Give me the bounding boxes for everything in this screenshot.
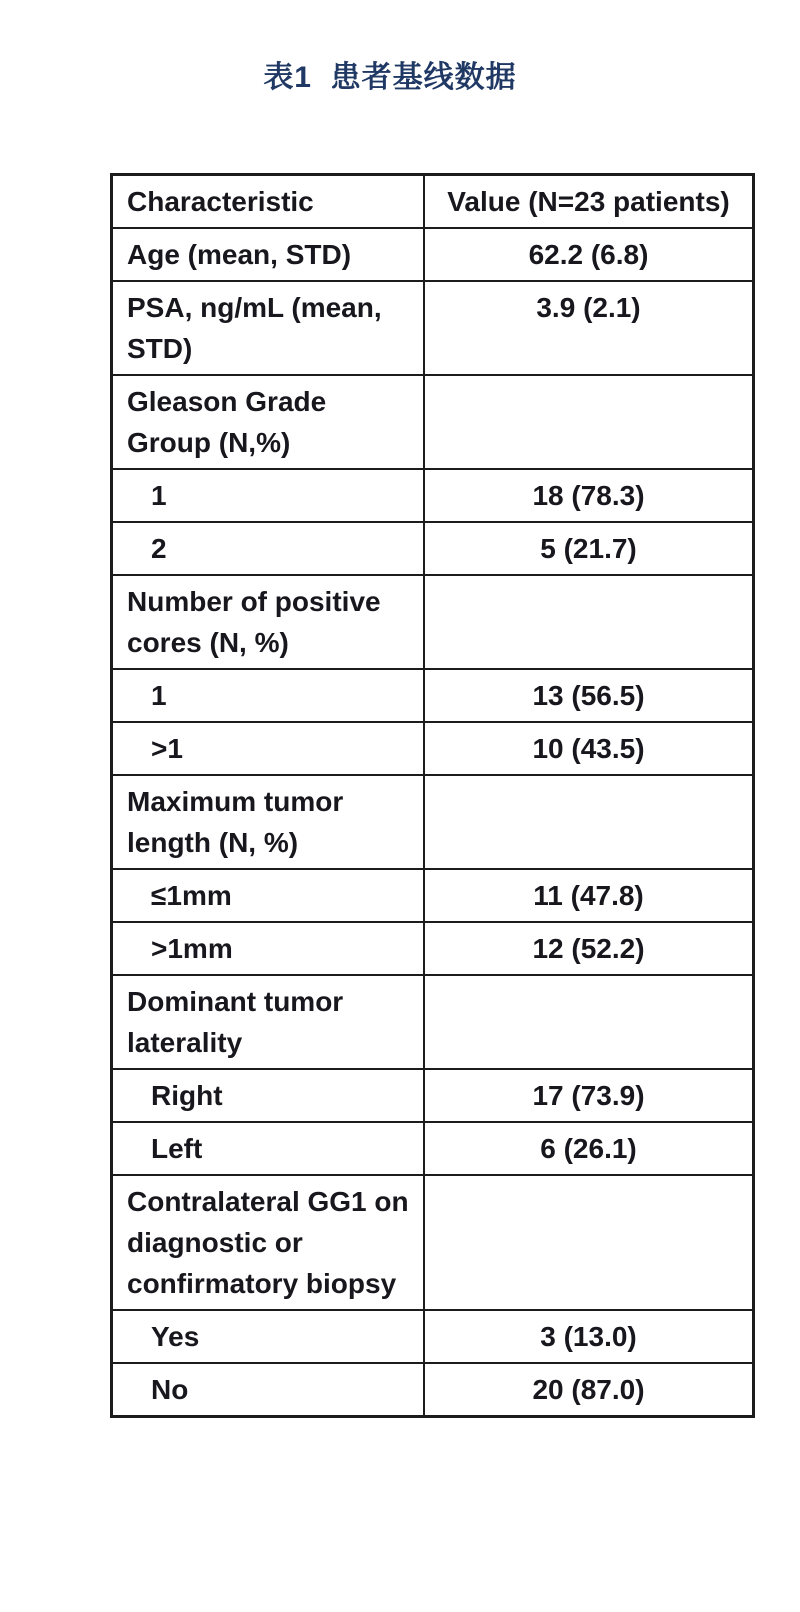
row-label: Gleason Grade Group (N,%) bbox=[112, 375, 425, 469]
row-label: PSA, ng/mL (mean, STD) bbox=[112, 281, 425, 375]
row-label: No bbox=[112, 1363, 425, 1417]
baseline-characteristics-table bbox=[110, 173, 755, 1418]
row-value bbox=[424, 1175, 754, 1310]
row-value: 3 (13.0) bbox=[424, 1310, 754, 1363]
row-value: 20 (87.0) bbox=[424, 1363, 754, 1417]
table-body bbox=[112, 228, 754, 1417]
row-value: 62.2 (6.8) bbox=[424, 228, 754, 281]
table-row bbox=[112, 375, 754, 469]
table-row bbox=[112, 722, 754, 775]
table-row bbox=[112, 1175, 754, 1310]
row-value: 12 (52.2) bbox=[424, 922, 754, 975]
table-row bbox=[112, 1122, 754, 1175]
row-value: 18 (78.3) bbox=[424, 469, 754, 522]
table-header bbox=[112, 175, 754, 229]
row-label: 1 bbox=[112, 469, 425, 522]
row-label: Maximum tumor length (N, %) bbox=[112, 775, 425, 869]
table-row bbox=[112, 228, 754, 281]
row-value bbox=[424, 575, 754, 669]
row-value: 5 (21.7) bbox=[424, 522, 754, 575]
row-label: Left bbox=[112, 1122, 425, 1175]
row-label: Yes bbox=[112, 1310, 425, 1363]
page-title: 表1 患者基线数据 bbox=[263, 61, 517, 94]
row-label: Right bbox=[112, 1069, 425, 1122]
table-row bbox=[112, 575, 754, 669]
row-value bbox=[424, 975, 754, 1069]
row-value: 10 (43.5) bbox=[424, 722, 754, 775]
table-row bbox=[112, 922, 754, 975]
row-label: Age (mean, STD) bbox=[112, 228, 425, 281]
table-row bbox=[112, 1069, 754, 1122]
row-value: 17 (73.9) bbox=[424, 1069, 754, 1122]
row-value bbox=[424, 775, 754, 869]
row-label: >1 bbox=[112, 722, 425, 775]
row-label: >1mm bbox=[112, 922, 425, 975]
table-header-row bbox=[112, 175, 754, 229]
table-row bbox=[112, 869, 754, 922]
row-label: 2 bbox=[112, 522, 425, 575]
row-label: 1 bbox=[112, 669, 425, 722]
row-label: ≤1mm bbox=[112, 869, 425, 922]
table-row bbox=[112, 281, 754, 375]
table-row bbox=[112, 975, 754, 1069]
row-value: 3.9 (2.1) bbox=[424, 281, 754, 375]
table-row bbox=[112, 775, 754, 869]
table-row bbox=[112, 1363, 754, 1417]
table-row bbox=[112, 469, 754, 522]
row-value: 13 (56.5) bbox=[424, 669, 754, 722]
row-label: Dominant tumor laterality bbox=[112, 975, 425, 1069]
table-row bbox=[112, 1310, 754, 1363]
column-header-characteristic: Characteristic bbox=[112, 175, 425, 229]
row-value: 6 (26.1) bbox=[424, 1122, 754, 1175]
row-value: 11 (47.8) bbox=[424, 869, 754, 922]
row-label: Contralateral GG1 on diagnostic or confirmatory biopsy bbox=[112, 1175, 425, 1310]
column-header-value: Value (N=23 patients) bbox=[424, 175, 754, 229]
table-row bbox=[112, 522, 754, 575]
row-label: Number of positive cores (N, %) bbox=[112, 575, 425, 669]
table-row bbox=[112, 669, 754, 722]
row-value bbox=[424, 375, 754, 469]
